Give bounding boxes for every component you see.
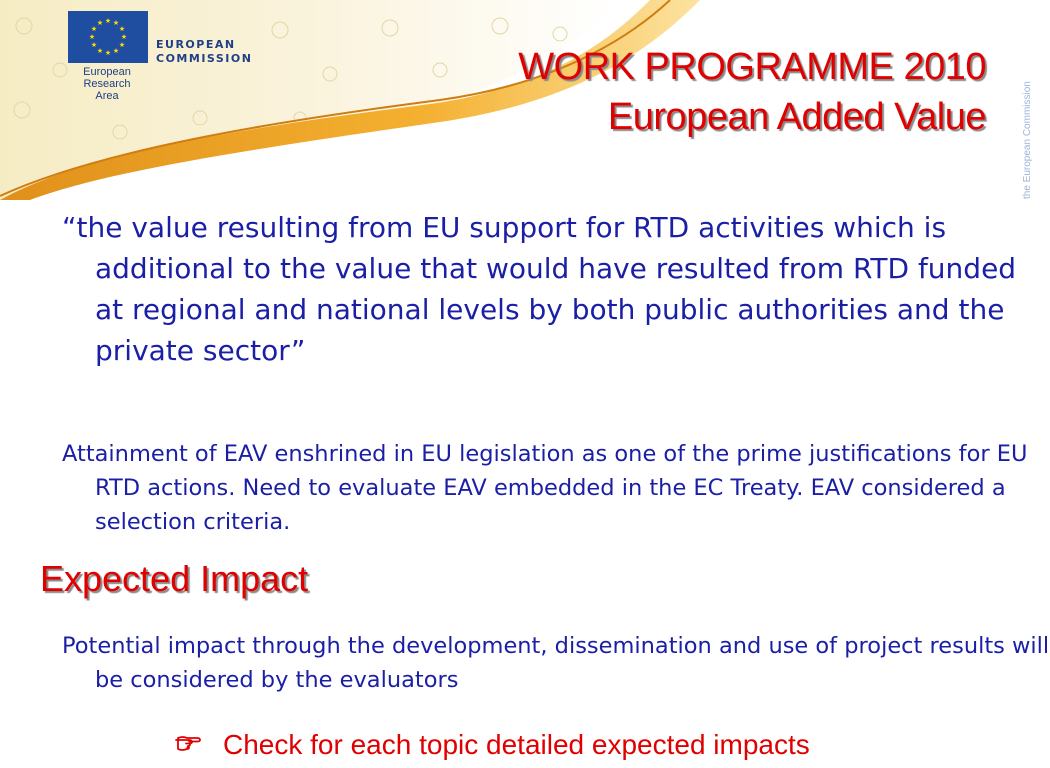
check-topics-text: Check for each topic detailed expected impacts	[223, 729, 810, 760]
slide-title	[518, 42, 986, 142]
title-line1: WORK PROGRAMME 2010	[518, 46, 986, 88]
svg-text:★: ★	[120, 33, 128, 41]
logo-wordmark	[156, 38, 252, 66]
eav-definition-quote: “the value resulting from EU support for RTD activities which is additional to the value that would have resulted from RTD funded at regional and national levels by both public authorities and the private sector”	[62, 211, 1017, 367]
title-line2: European Added Value	[607, 96, 986, 138]
svg-text:★: ★	[112, 19, 120, 27]
svg-text:★: ★	[88, 33, 96, 41]
svg-text:★: ★	[112, 47, 120, 55]
svg-text:★: ★	[96, 47, 104, 55]
logo-subtitle	[72, 66, 142, 102]
attainment-paragraph: Attainment of EAV enshrined in EU legislation as one of the prime justifications for EU RTD actions. Need to evaluate EAV embedded in the EC Treaty. EAV considered a selection criteria.	[62, 441, 1028, 535]
svg-text:★: ★	[104, 49, 112, 57]
svg-text:★: ★	[90, 41, 98, 49]
svg-text:★: ★	[96, 19, 104, 27]
logo-name-line2: COMMISSION	[156, 52, 253, 65]
logo-sub-line1: European	[83, 66, 131, 78]
logo-name-line1: EUROPEAN	[156, 38, 236, 51]
svg-text:★: ★	[118, 41, 126, 49]
impact-paragraph: Potential impact through the development, dissemination and use of project results will be considered by the evaluators	[62, 633, 1050, 693]
logo-sub-line2: Research Area	[83, 78, 131, 102]
expected-impact-heading: Expected Impact	[40, 558, 309, 599]
european-commission-logo	[68, 11, 253, 102]
pointing-hand-icon	[175, 732, 201, 752]
svg-text:★: ★	[90, 25, 98, 33]
eu-flag-icon	[68, 11, 148, 63]
check-topics-line	[175, 726, 810, 764]
svg-text:★: ★	[118, 25, 126, 33]
svg-text:★: ★	[104, 17, 112, 25]
side-credit: the European Commission	[1022, 81, 1033, 199]
